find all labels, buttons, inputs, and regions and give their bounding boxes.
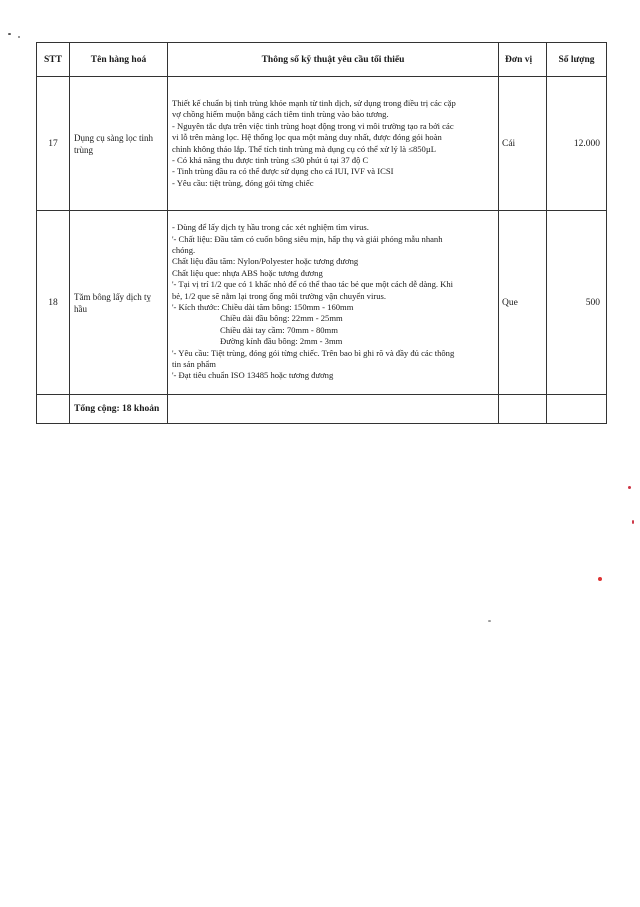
spec-line: - Yêu cầu: tiệt trùng, đóng gói từng chiếc [172, 177, 314, 188]
spec-line: Thiết kế chuẩn bị tinh trùng khỏe mạnh từ tinh dịch, sử dụng trong điều trị các cặp [172, 97, 456, 108]
spec-line: - Dùng để lấy dịch tỵ hầu trong các xét nghiệm tìm virus. [172, 222, 369, 233]
scan-speck [598, 577, 602, 581]
row-qty: 12.000 [547, 77, 607, 211]
spec-line: - Có khả năng thu được tinh trùng ≤30 phút ủ tại 37 độ C [172, 154, 369, 165]
row-stt: 17 [37, 77, 70, 211]
header-stt: STT [37, 43, 70, 77]
spec-line: Chiều dài đầu bông: 22mm - 25mm [220, 313, 343, 324]
row-stt: 18 [37, 211, 70, 395]
specification-table [36, 42, 607, 424]
total-empty-cell [37, 395, 70, 424]
header-qty: Số lượng [547, 43, 607, 77]
total-empty-cell [547, 395, 607, 424]
spec-line: - Nguyên tắc dựa trên việc tinh trùng hoạt động trong vi môi trường tạo ra bởi các [172, 120, 454, 131]
scan-speck [628, 486, 631, 489]
spec-line: Đường kính đầu bông: 2mm - 3mm [220, 336, 343, 347]
scan-speck [18, 36, 20, 38]
total-row [37, 395, 607, 424]
table-row [37, 211, 607, 395]
spec-line: '- Kích thước: Chiều dài tăm bông: 150mm - 160mm [172, 302, 354, 312]
spec-line: Chiều dài tay cầm: 70mm - 80mm [220, 324, 338, 335]
total-label: Tổng cộng: 18 khoản [70, 395, 168, 424]
header-name: Tên hàng hoá [70, 43, 168, 77]
row-spec [168, 77, 499, 211]
spec-line: vi lỗ trên màng lọc. Hệ thống lọc qua một màng duy nhất, được đóng gói hoàn [172, 132, 442, 143]
spec-line: Chất liệu que: nhựa ABS hoặc tương đương [172, 267, 323, 278]
spec-line: '- Yêu cầu: Tiệt trùng, đóng gói từng chiếc. Trên bao bì ghi rõ và đầy đủ các thông [172, 347, 455, 358]
row-qty: 500 [547, 211, 607, 395]
row-unit: Que [499, 211, 547, 395]
row-item-name: Dụng cụ sàng lọc tinh trùng [70, 77, 168, 211]
spec-line: vợ chồng hiếm muộn bằng cách tiêm tinh trùng vào bào tương. [172, 109, 389, 120]
table-header-row [37, 43, 607, 77]
spec-line: chóng. [172, 244, 196, 255]
header-unit: Đơn vị [499, 43, 547, 77]
header-spec: Thông số kỹ thuật yêu cầu tối thiểu [168, 43, 499, 77]
row-spec [168, 211, 499, 395]
spec-line: tin sản phẩm [172, 359, 216, 370]
spec-line: '- Tại vị trí 1/2 que có 1 khấc nhỏ để có thể thao tác bẻ que một cách dễ dàng. Khi [172, 279, 454, 290]
spec-line: Chất liệu đầu tăm: Nylon/Polyester hoặc tương đương [172, 256, 359, 267]
row-unit: Cái [499, 77, 547, 211]
spec-line: '- Chất liệu: Đầu tăm có cuốn bông siêu mịn, hấp thụ và giải phóng mẫu nhanh [172, 233, 443, 244]
scan-speck [632, 520, 634, 524]
spec-line: '- Đạt tiêu chuẩn ISO 13485 hoặc tương đương [172, 370, 334, 381]
table-row [37, 77, 607, 211]
spec-line: chỉnh không tháo lắp. Thể tích tinh trùng mà dụng cụ có thể xử lý là ≤850µL [172, 143, 437, 154]
spec-line: bẻ, 1/2 que sẽ nằm lại trong ống môi trường vận chuyển virus. [172, 290, 386, 301]
row-item-name: Tăm bông lấy dịch tỵ hầu [70, 211, 168, 395]
total-empty-cell [499, 395, 547, 424]
scan-speck [8, 33, 11, 35]
spec-line: - Tinh trùng đầu ra có thể được sử dụng cho cả IUI, IVF và ICSI [172, 166, 394, 177]
total-empty-cell [168, 395, 499, 424]
scan-speck [488, 620, 491, 622]
